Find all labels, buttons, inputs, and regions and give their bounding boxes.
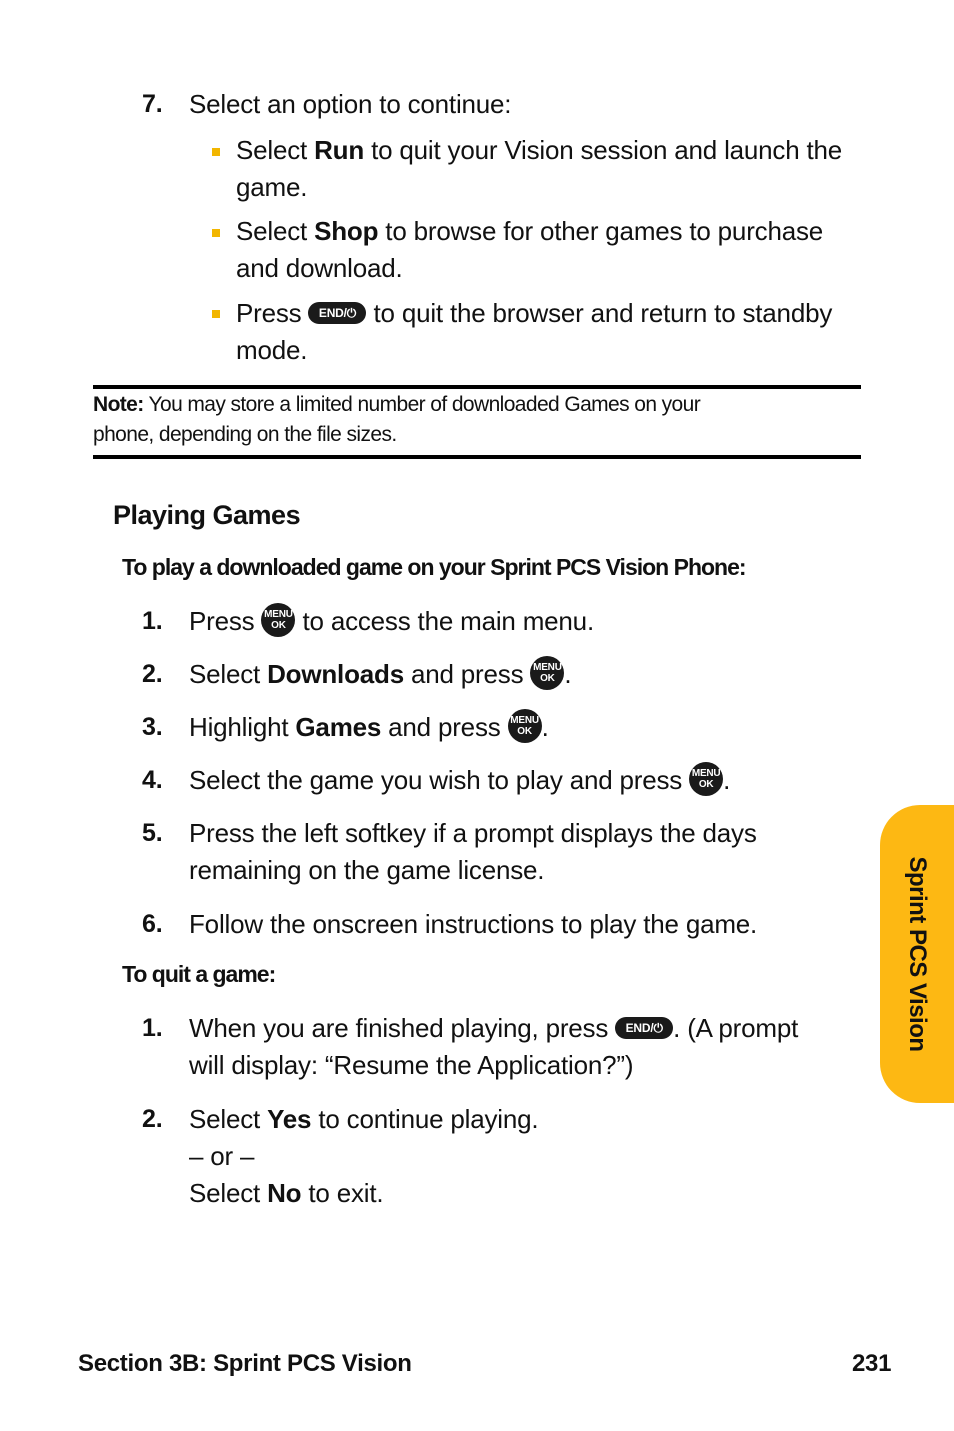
bullet-item-end: Press END/⏻ to quit the browser and return to standby mode. xyxy=(236,298,833,365)
bullet-icon xyxy=(212,310,220,318)
step-number: 7. xyxy=(142,90,163,118)
bullet-icon xyxy=(212,229,220,237)
step-number: 2. xyxy=(142,660,163,688)
step-number: 3. xyxy=(142,713,163,741)
end-key-icon: END/⏻ xyxy=(615,1017,673,1039)
bullet-icon xyxy=(212,148,220,156)
menu-ok-key-icon: MENU OK xyxy=(530,656,564,690)
step-text: Follow the onscreen instructions to play the game. xyxy=(189,909,758,939)
section-tab-label: Sprint PCS Vision xyxy=(904,856,931,1052)
step-number: 4. xyxy=(142,766,163,794)
footer-section: Section 3B: Sprint PCS Vision xyxy=(78,1350,412,1377)
step-number: 1. xyxy=(142,607,163,635)
step-text: Select Downloads and press MENU OK . xyxy=(189,656,571,693)
step-text: When you are finished playing, press END/⏻ . (A prompt will display: “Resume the Application?”) xyxy=(189,1013,799,1080)
step-number: 1. xyxy=(142,1014,163,1042)
step-text: Press the left softkey if a prompt displays the days remaining on the game license. xyxy=(189,818,757,885)
step-text: Select the game you wish to play and press MENU OK . xyxy=(189,762,730,799)
menu-ok-key-icon: MENU OK xyxy=(689,762,723,796)
page-number: 231 xyxy=(852,1350,892,1377)
note-label: Note: xyxy=(93,393,144,416)
note-top-rule xyxy=(93,385,861,389)
menu-ok-key-icon: MENU OK xyxy=(261,603,295,637)
note: Note: You may store a limited number of downloaded Games on your phone, depending on the file sizes. xyxy=(93,393,701,446)
section-heading: Playing Games xyxy=(113,500,301,530)
step-number: 5. xyxy=(142,819,163,847)
note-bottom-rule xyxy=(93,455,861,459)
end-key-icon: END/⏻ xyxy=(308,302,366,324)
step-text: Highlight Games and press MENU OK . xyxy=(189,709,549,746)
step-text: Select an option to continue: xyxy=(189,89,512,119)
step-text: Press MENU OK to access the main menu. xyxy=(189,603,594,640)
procedure-heading: To play a downloaded game on your Sprint PCS Vision Phone: xyxy=(122,554,746,580)
menu-ok-key-icon: MENU OK xyxy=(508,709,542,743)
step-number: 2. xyxy=(142,1105,163,1133)
bullet-item-run: Select Run to quit your Vision session and launch the game. xyxy=(236,135,843,202)
step-text: Select Yes to continue playing. – or – Select No to exit. xyxy=(189,1104,539,1208)
bullet-item-shop: Select Shop to browse for other games to purchase and download. xyxy=(236,216,824,283)
step-number: 6. xyxy=(142,910,163,938)
procedure-heading: To quit a game: xyxy=(122,961,276,987)
